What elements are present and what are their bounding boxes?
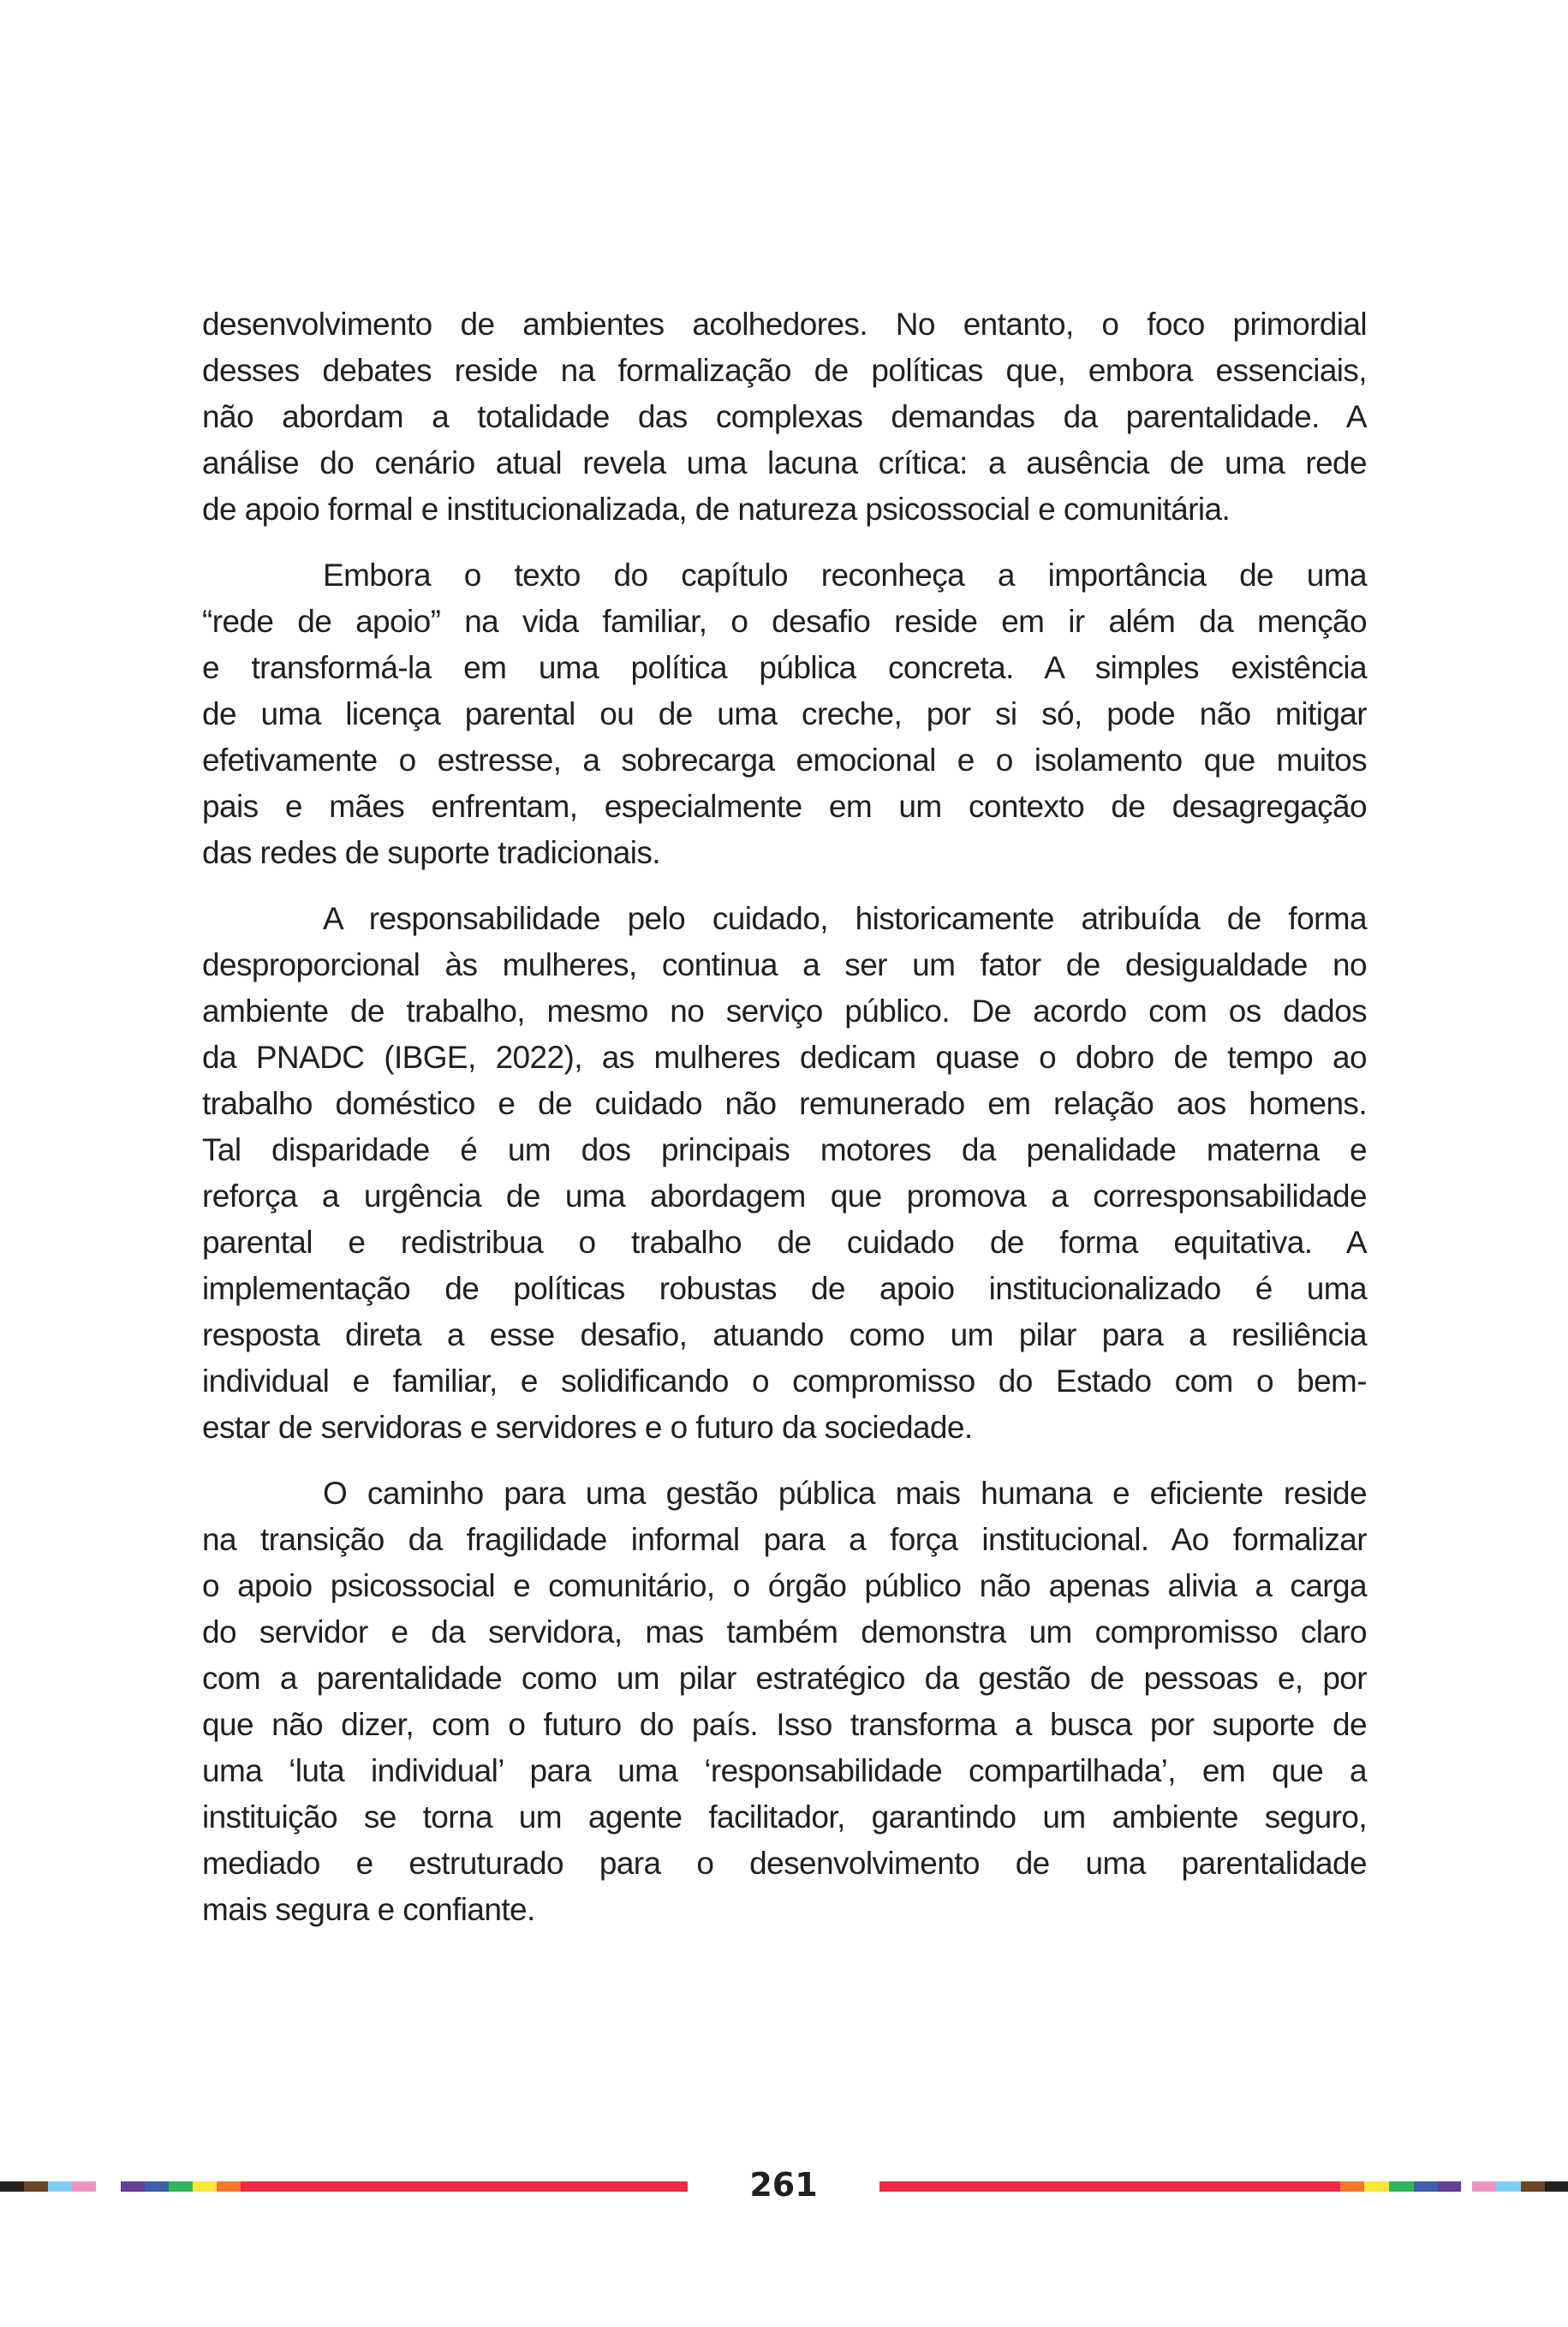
text-line: do servidor e da servidora, mas também demonstra um compromisso claro	[202, 1614, 1367, 1650]
stripe-right-yellow	[1364, 2181, 1389, 2192]
stripe-left-green	[169, 2181, 193, 2192]
stripe-left-brown	[24, 2181, 48, 2192]
text-line: e transformá-la em uma política pública concreta. A simples existência	[202, 650, 1367, 685]
text-line: mais segura e confiante.	[202, 1892, 535, 1927]
paragraph	[202, 896, 1367, 1451]
text-line: da PNADC (IBGE, 2022), as mulheres dedicam quase o dobro de tempo ao	[202, 1040, 1367, 1075]
text-line: efetivamente o estresse, a sobrecarga emocional e o isolamento que muitos	[202, 743, 1367, 778]
text-line: uma ‘luta individual’ para uma ‘responsabilidade compartilhada’, em que a	[202, 1753, 1367, 1788]
stripe-left-yellow	[193, 2181, 217, 2192]
stripe-right-green	[1389, 2181, 1414, 2192]
text-line: na transição da fragilidade informal para a força institucional. Ao formalizar	[202, 1522, 1367, 1557]
stripe-left-light-blue	[48, 2181, 72, 2192]
text-line: desses debates reside na formalização de políticas que, embora essenciais,	[202, 353, 1367, 388]
stripe-left-red	[241, 2181, 688, 2192]
text-line: não abordam a totalidade das complexas demandas da parentalidade. A	[202, 399, 1367, 434]
text-line: de apoio formal e institucionalizada, de natureza psicossocial e comunitária.	[202, 492, 1231, 527]
text-line: resposta direta a esse desafio, atuando como um pilar para a resiliência	[202, 1317, 1367, 1352]
text-line: A responsabilidade pelo cuidado, historicamente atribuída de forma	[323, 901, 1367, 936]
paragraph	[202, 1471, 1367, 1933]
text-line: Embora o texto do capítulo reconheça a importância de uma	[323, 558, 1367, 593]
stripe-left-purple	[121, 2181, 145, 2192]
text-line: mediado e estruturado para o desenvolvimento de uma parentalidade	[202, 1846, 1367, 1881]
stripe-right-orange	[1340, 2181, 1364, 2192]
text-line: das redes de suporte tradicionais.	[202, 835, 660, 870]
page-number: 261	[749, 2166, 818, 2204]
stripe-right-black	[1545, 2181, 1568, 2192]
paragraph	[202, 301, 1367, 533]
text-line: parental e redistribua o trabalho de cuidado de forma equitativa. A	[202, 1225, 1367, 1260]
text-line: individual e familiar, e solidificando o compromisso do Estado com o bem-	[202, 1363, 1367, 1399]
stripe-left-black	[0, 2181, 24, 2192]
text-line: “rede de apoio” na vida familiar, o desafio reside em ir além da menção	[202, 604, 1367, 639]
stripe-right-brown	[1521, 2181, 1545, 2192]
stripe-right-blue	[1414, 2181, 1438, 2192]
text-line: pais e mães enfrentam, especialmente em um contexto de desagregação	[202, 789, 1367, 824]
text-line: reforça a urgência de uma abordagem que promova a corresponsabilidade	[202, 1178, 1367, 1214]
stripe-right-purple	[1438, 2181, 1461, 2192]
text-line: implementação de políticas robustas de apoio institucionalizado é uma	[202, 1271, 1367, 1306]
text-line: ambiente de trabalho, mesmo no serviço público. De acordo com os dados	[202, 993, 1367, 1029]
text-line: instituição se torna um agente facilitador, garantindo um ambiente seguro,	[202, 1799, 1367, 1835]
text-line: desenvolvimento de ambientes acolhedores. No entanto, o foco primordial	[202, 307, 1367, 342]
paragraph	[202, 552, 1367, 876]
text-line: análise do cenário atual revela uma lacuna crítica: a ausência de uma rede	[202, 445, 1367, 480]
text-line: de uma licença parental ou de uma creche, por si só, pode não mitigar	[202, 696, 1367, 731]
stripe-left-blue	[145, 2181, 169, 2192]
stripe-right-pink	[1472, 2181, 1496, 2192]
text-line: desproporcional às mulheres, continua a ser um fator de desigualdade no	[202, 947, 1367, 982]
text-line: o apoio psicossocial e comunitário, o órgão público não apenas alivia a carga	[202, 1568, 1367, 1603]
text-line: com a parentalidade como um pilar estratégico da gestão de pessoas e, por	[202, 1661, 1367, 1696]
stripe-left-pink	[72, 2181, 96, 2192]
text-line: estar de servidoras e servidores e o futuro da sociedade.	[202, 1410, 973, 1445]
stripe-left-orange	[217, 2181, 241, 2192]
text-line: trabalho doméstico e de cuidado não remunerado em relação aos homens.	[202, 1086, 1367, 1121]
stripe-right-light-blue	[1496, 2181, 1521, 2192]
stripe-right-red	[879, 2181, 1340, 2192]
text-line: O caminho para uma gestão pública mais humana e eficiente reside	[323, 1476, 1367, 1511]
text-line: Tal disparidade é um dos principais motores da penalidade materna e	[202, 1132, 1367, 1167]
body-text	[202, 301, 1367, 1953]
text-line: que não dizer, com o futuro do país. Isso transforma a busca por suporte de	[202, 1707, 1367, 1742]
